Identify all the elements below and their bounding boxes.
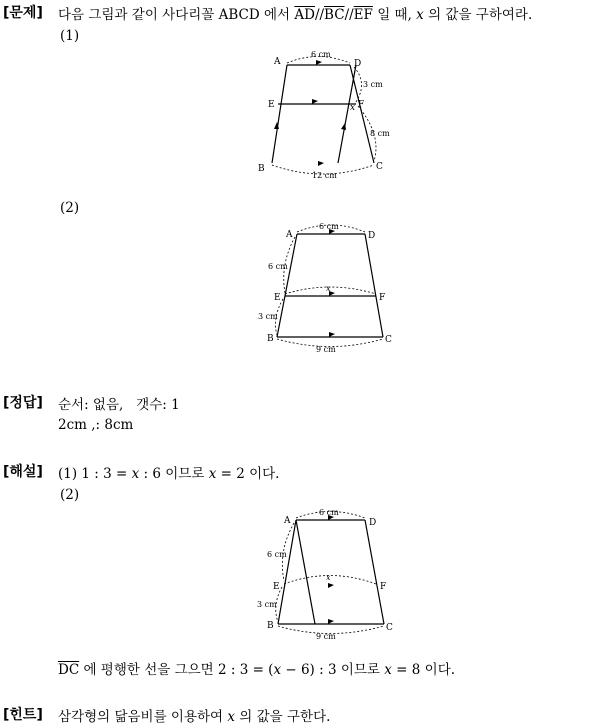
fig1-len-bottom: 12 cm [312, 171, 337, 180]
fig2-len-top: 6 cm [319, 222, 339, 231]
fig1-label-b: B [258, 164, 265, 174]
explanation-line-1: (1) 1 : 3 = x : 6 이므로 x = 2 이다. [58, 466, 280, 482]
explanation-part2-label: (2) [60, 487, 80, 503]
explanation-label: [해설] [3, 464, 43, 480]
fig1-label-f: F [358, 100, 365, 110]
fig3-label-b: B [267, 621, 274, 631]
part1-label: (1) [60, 28, 80, 44]
fig1-label-d: D [354, 59, 362, 69]
fig2-label-c: C [385, 335, 392, 345]
fig1-label-a: A [274, 57, 281, 67]
fig2-label-e: E [274, 293, 281, 303]
fig2-label-b: B [267, 334, 274, 344]
fig2-len-bottom: 9 cm [316, 345, 336, 354]
fig1-label-x: x [350, 103, 356, 113]
fig1-label-c: C [376, 162, 383, 172]
fig1-label-e: E [268, 100, 275, 110]
fig3-label-f: F [380, 582, 387, 592]
fig3-label-a: A [284, 516, 291, 526]
fig2-label-f: F [379, 293, 386, 303]
fig3-len-ae: 6 cm [267, 550, 287, 559]
fig3-label-x: x [326, 573, 331, 582]
answer-line-1: 순서: 없음, 갯수: 1 [58, 397, 180, 413]
figure-3-trapezoid [250, 505, 410, 642]
fig1-len-df: 3 cm [363, 80, 383, 89]
answer-label: [정답] [3, 395, 43, 411]
fig2-label-x: x [326, 284, 331, 293]
fig3-len-top: 6 cm [319, 508, 339, 517]
problem-stem: 다음 그림과 같이 사다리꼴 ABCD 에서 $\overline{AD}//\overline{BC}//\overline{EF}$ 일 때, x 의 값을 구하여라. [58, 7, 533, 23]
answer-line-2: 2cm ,: 8cm [58, 417, 134, 433]
fig3-len-eb: 3 cm [257, 600, 277, 609]
fig3-label-e: E [273, 582, 280, 592]
part2-label: (2) [60, 200, 80, 216]
fig3-len-bottom: 9 cm [316, 632, 336, 641]
hint-label: [힌트] [3, 707, 43, 723]
fig2-len-ae: 6 cm [268, 262, 288, 271]
problem-label: [문제] [3, 5, 43, 21]
hint-text: 삼각형의 닮음비를 이용하여 x 의 값을 구한다. [58, 709, 331, 725]
segment-dc: $\overline{DC}$ [58, 662, 80, 678]
explanation-line-3: $\overline{DC}$ 에 평행한 선을 그으면 2 : 3 = (x − 6) : 3 이므로 x = 8 이다. [58, 662, 456, 678]
fig2-label-d: D [368, 231, 376, 241]
segment-ef: $\overline{EF}$ [353, 7, 373, 23]
segment-bc: $\overline{BC}$ [324, 7, 345, 23]
fig3-label-c: C [386, 623, 393, 633]
fig1-len-fc: 8 cm [370, 129, 390, 138]
segment-ad: $\overline{AD}$ [294, 7, 315, 23]
fig3-label-d: D [369, 518, 377, 528]
fig2-label-a: A [286, 230, 293, 240]
figure-1-trapezoid [250, 45, 420, 185]
figure-2-trapezoid [250, 220, 410, 355]
fig1-len-top: 6 cm [311, 50, 331, 59]
fig2-len-eb: 3 cm [258, 312, 278, 321]
